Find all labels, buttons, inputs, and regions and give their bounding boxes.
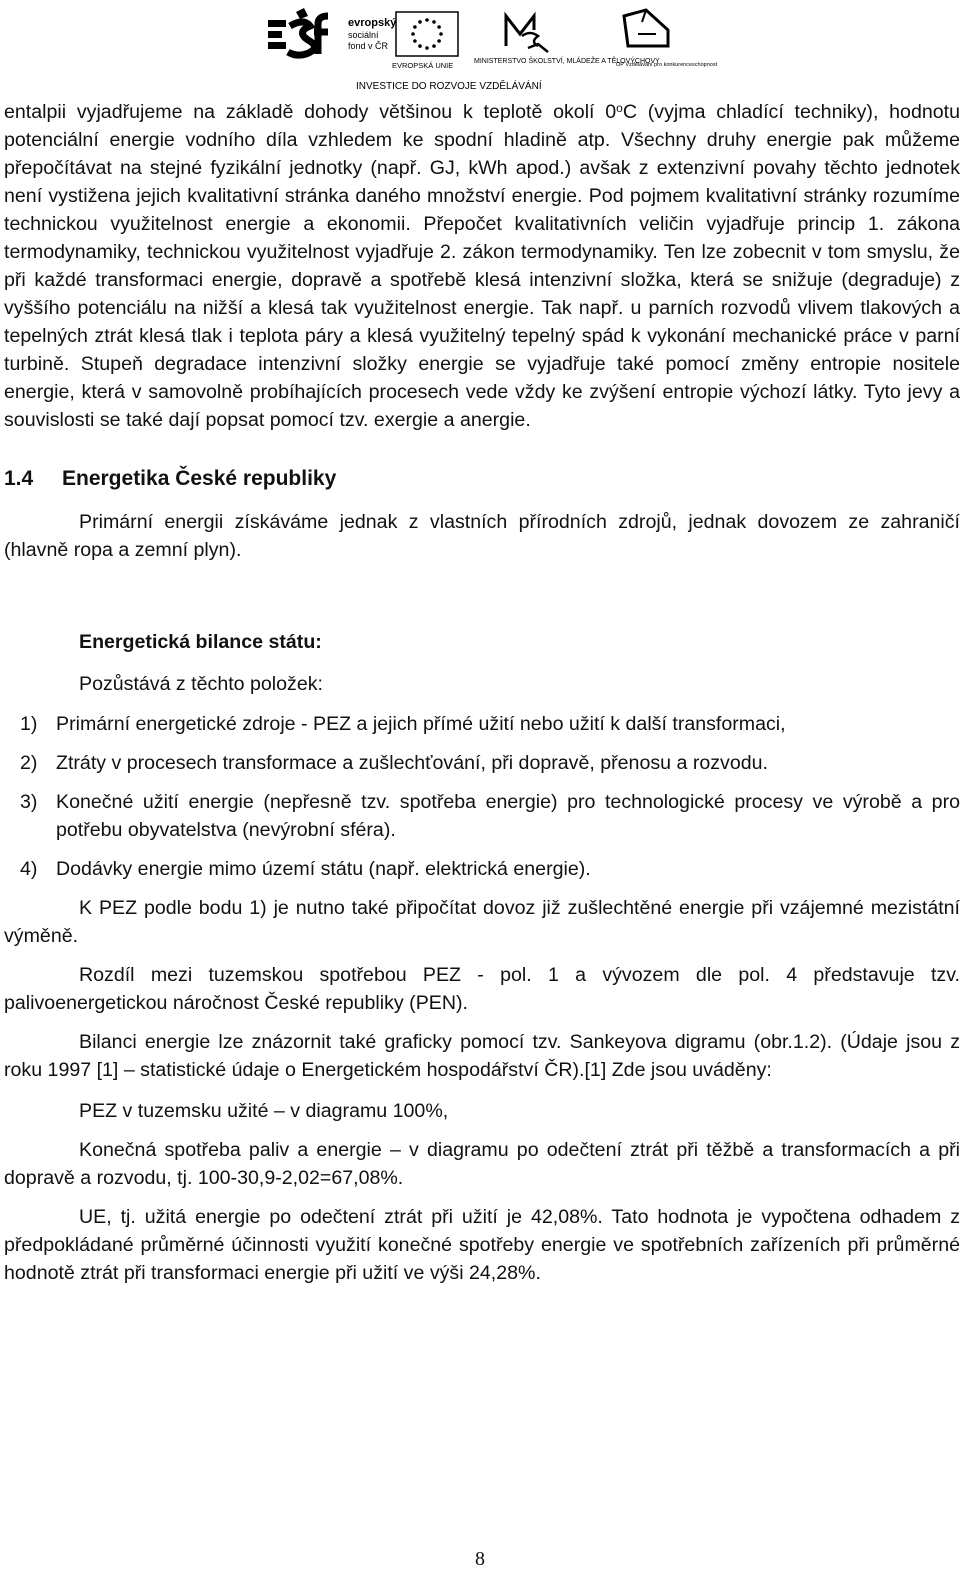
list-item-text: Primární energetické zdroje - PEZ a jejich přímé užití nebo užití k další transformaci,: [56, 713, 786, 735]
header-logos: [266, 6, 718, 92]
eu-star-icon: [432, 44, 436, 48]
list-item: [4, 710, 960, 738]
eu-star-icon: [418, 44, 422, 48]
list-marker: 3): [20, 791, 38, 813]
paragraph-useful-energy: UE, tj. užitá energie po odečtení ztrát při užití je 42,08%. Tato hodnota je vypočtena odhadem z předpokládané průměrné účinnosti využití konečné spotřeby energie ve spotřebních zařízeních při průměrné hodnotě ztrát při transformaci energie při užití ve výši 24,28%.: [4, 1206, 960, 1284]
section-heading: [4, 464, 960, 494]
list-marker: 4): [20, 858, 38, 880]
paragraph-enthalpy-part-a: entalpii vyjadřujeme na základě dohody většinou k teplotě okolí 0: [4, 101, 617, 123]
paragraph-difference: Rozdíl mezi tuzemskou spotřebou PEZ - pol. 1 a vývozem dle pol. 4 představuje tzv. palivoenergetickou náročnost České republiky (PEN).: [4, 964, 960, 1014]
list-item: [4, 788, 960, 844]
section-number: 1.4: [4, 467, 34, 490]
page-number: 8: [475, 1548, 485, 1570]
section-title: Energetika České republiky: [62, 467, 337, 490]
energy-balance-heading: Energetická bilance státu:: [79, 631, 322, 653]
eu-flag-logo: [392, 12, 458, 70]
list-marker: 1): [20, 713, 38, 735]
eu-star-icon: [437, 39, 441, 43]
esf-line-3: fond v ČR: [348, 41, 389, 51]
paragraph-enthalpy: [4, 98, 960, 434]
paragraph-pez-import: K PEZ podle bodu 1) je nutno také připočítat dovoz již zušlechtěné energie při vzájemné mezistátní výměně.: [4, 897, 960, 947]
esf-line-1: evropský: [348, 17, 397, 29]
list-marker: 2): [20, 752, 38, 774]
esf-line-2: sociální: [348, 30, 379, 40]
composed-of-label: Pozůstává z těchto položek:: [79, 673, 323, 695]
eu-star-icon: [413, 39, 417, 43]
eu-star-icon: [437, 25, 441, 29]
eu-star-icon: [411, 32, 415, 36]
list-item-text: Dodávky energie mimo území státu (např. elektrická energie).: [56, 858, 591, 880]
op-label: OP Vzdělávání pro konkurenceschopnost: [616, 62, 718, 68]
paragraph-sankey: Bilanci energie lze znázornit také graficky pomocí tzv. Sankeyova digramu (obr.1.2). (Údaje jsou z roku 1997 [1] – statistické údaje o Energetickém hospodářství ČR).[1] Zde jsou uváděny:: [4, 1031, 960, 1081]
eu-star-icon: [425, 46, 429, 50]
list-item: [4, 749, 960, 777]
document-body: [4, 98, 960, 1287]
esf-logo: [268, 8, 397, 55]
section-intro: Primární energii získáváme jednak z vlastních přírodních zdrojů, jednak dovozem ze zahraničí (hlavně ropa a zemní plyn).: [4, 511, 960, 561]
msmt-label: MINISTERSTVO ŠKOLSTVÍ, MLÁDEŽE A TĚLOVÝCHOVY: [474, 58, 660, 65]
paragraph-enthalpy-part-b: C (vyjma chladící techniky), hodnotu potenciální energie vodního díla vzhledem ke spodní hladině atp. Všechny druhy energie pak můžeme přepočítávat na stejné fyzikální jednotky (např. GJ, kWh apod.) avšak z extenzivní povahy těchto jednotek není vystižena jejich kvalitativní stránka daného množství energie. Pod pojmem kvalitativní stránky rozumíme technickou využitelnost energie a ekonomii. Přepočet kvalitativních veličin vyjadřuje princip 1. zákona termodynamiky, technickou využitelnost vyjadřuje 2. zákon termodynamiky. Ten lze zobecnit v tom smyslu, že při každé transformaci energie, dopravě a spotřebě klesá intenzivní složka, která se snižuje (degraduje) z vyššího potenciálu na nižší a klesá tak využitelnost energie. Tak např. u parních rozvodů vlivem tlakových a tepelných ztrát klesá tlak i teplota páry a klesá využitelný tepelný spád k vykonání mechanické práce v parní turbině. Stupeň degradace intenzivní složky energie se vyjadřuje také pomocí změny entropie nositele energie, která v samovolně probíhajících procesech vede vždy ke zvýšení entropie výchozí látky. Tyto jevy a souvislosti se také dají popsat pomocí tzv. exergie a anergie.: [4, 101, 960, 431]
logos-svg: [266, 6, 718, 92]
eu-star-icon: [418, 20, 422, 24]
eu-star-icon: [425, 18, 429, 22]
eu-star-icon: [432, 20, 436, 24]
eu-star-icon: [413, 25, 417, 29]
list-item-text: Konečné užití energie (nepřesně tzv. spotřeba energie) pro technologické procesy ve výrobě a pro potřebu obyvatelstva (nevýrobní sféra).: [56, 791, 960, 841]
paragraph-pez-used: PEZ v tuzemsku užité – v diagramu 100%,: [79, 1100, 449, 1122]
eu-stars-icon: [411, 18, 443, 50]
eu-star-icon: [439, 32, 443, 36]
paragraph-final-consumption: Konečná spotřeba paliv a energie – v diagramu po odečtení ztrát při těžbě a transformacích a při dopravě a rozvodu, tj. 100-30,9-2,02=67,08%.: [4, 1139, 960, 1189]
list-item-text: Ztráty v procesech transformace a zušlechťování, při dopravě, přenosu a rozvodu.: [56, 752, 768, 774]
eu-label: EVROPSKÁ UNIE: [392, 61, 454, 70]
balance-items-list: [4, 710, 960, 883]
list-item: [4, 855, 960, 883]
msmt-logo: [474, 16, 660, 65]
investment-tagline: INVESTICE DO ROZVOJE VZDĚLÁVÁNÍ: [356, 81, 542, 92]
degree-superscript: o: [616, 101, 623, 115]
